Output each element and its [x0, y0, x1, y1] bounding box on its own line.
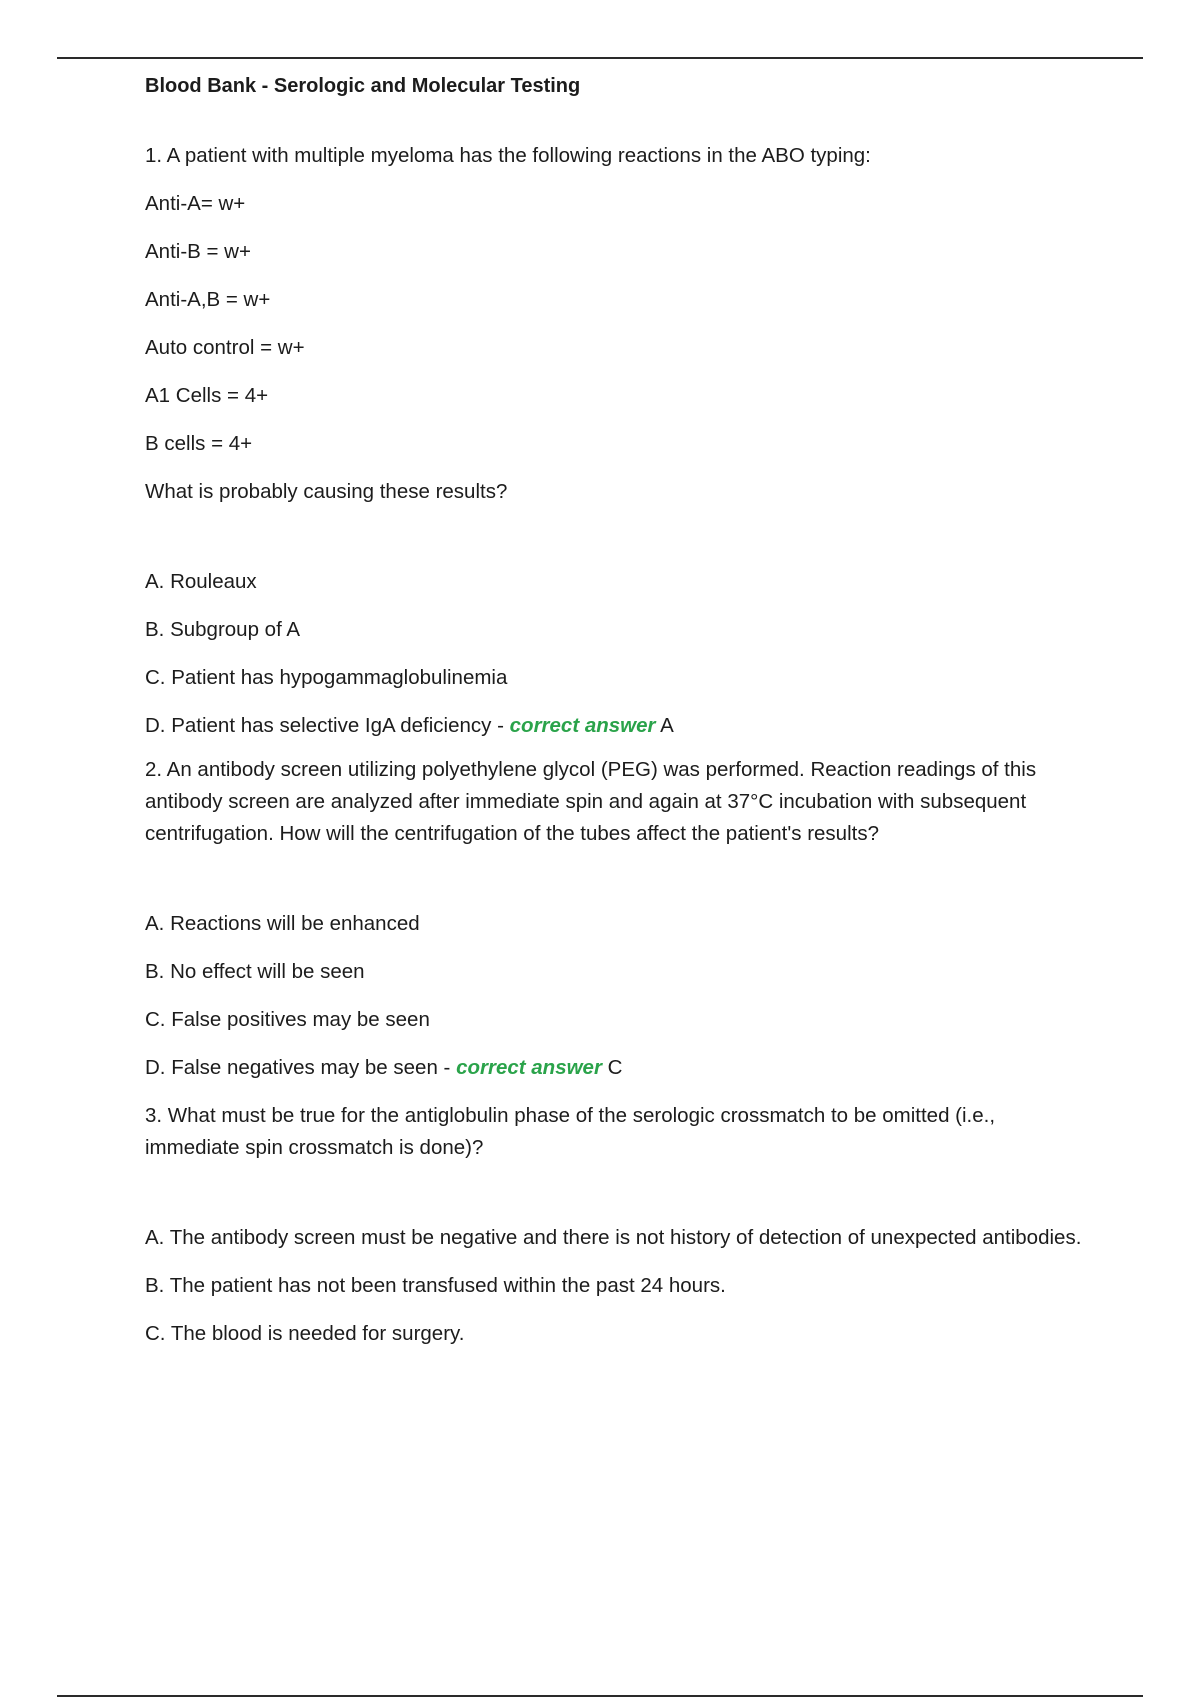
- question-2-option-d: D. False negatives may be seen: [145, 1056, 438, 1079]
- question-2-option-a: A. Reactions will be enhanced: [145, 912, 420, 935]
- question-1-option-a: A. Rouleaux: [145, 570, 257, 593]
- reaction-auto-control: Auto control = w+: [145, 336, 305, 359]
- reaction-anti-ab: Anti-A,B = w+: [145, 288, 271, 311]
- question-1: [145, 140, 1095, 742]
- correct-answer-label: correct answer: [509, 714, 656, 737]
- question-1-option-c: C. Patient has hypogammaglobulinemia: [145, 666, 508, 689]
- question-2-option-c: C. False positives may be seen: [145, 1008, 430, 1031]
- question-2-option-d-line: D. False negatives may be seen - correct answer C: [145, 1056, 623, 1079]
- document-title: Blood Bank - Serologic and Molecular Testing: [145, 75, 581, 97]
- question-3-option-b: B. The patient has not been transfused within the past 24 hours.: [145, 1274, 726, 1297]
- question-3: [145, 1100, 1095, 1350]
- document-page: [145, 72, 1095, 1350]
- question-1-answer: A: [660, 714, 674, 737]
- reaction-anti-b: Anti-B = w+: [145, 240, 251, 263]
- question-2-stem: 2. An antibody screen utilizing polyethylene glycol (PEG) was performed. Reaction readings of this antibody screen are analyzed after immediate spin and again at 37°C incubation with subsequent centrifugation. How will the centrifugation of the tubes affect the patient's results?: [145, 758, 1037, 845]
- question-1-option-d: D. Patient has selective IgA deficiency: [145, 714, 492, 737]
- question-2-option-b: B. No effect will be seen: [145, 960, 365, 983]
- question-1-stem: 1. A patient with multiple myeloma has the following reactions in the ABO typing:: [145, 144, 871, 167]
- question-3-stem: 3. What must be true for the antiglobulin phase of the serologic crossmatch to be omitted (i.e., immediate spin crossmatch is done)?: [145, 1104, 996, 1159]
- question-1-option-d-line: D. Patient has selective IgA deficiency - correct answer A: [145, 714, 674, 737]
- question-2: [145, 754, 1095, 1084]
- question-3-option-a: A. The antibody screen must be negative and there is not history of detection of unexpected antibodies.: [145, 1226, 1082, 1249]
- reaction-b-cells: B cells = 4+: [145, 432, 253, 455]
- reaction-a1-cells: A1 Cells = 4+: [145, 384, 269, 407]
- question-3-option-c: C. The blood is needed for surgery.: [145, 1322, 465, 1345]
- correct-answer-label: correct answer: [456, 1056, 602, 1079]
- question-2-answer: C: [607, 1056, 623, 1079]
- top-rule: [57, 57, 1143, 59]
- bottom-rule: [57, 1695, 1143, 1697]
- reaction-anti-a: Anti-A= w+: [145, 192, 246, 215]
- question-1-prompt: What is probably causing these results?: [145, 480, 508, 503]
- question-1-option-b: B. Subgroup of A: [145, 618, 301, 641]
